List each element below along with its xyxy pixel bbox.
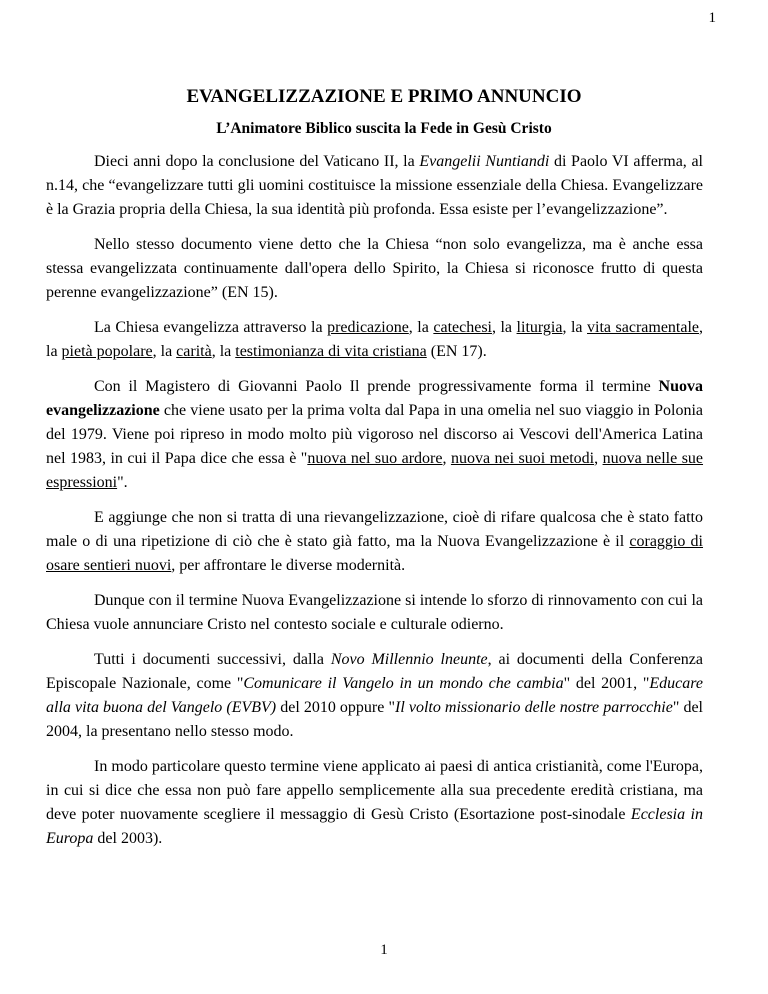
p5-text-c: , per affrontare le diverse modernità.: [171, 557, 406, 574]
p3-underline-1: predicazione: [327, 319, 409, 336]
document-title: EVANGELIZZAZIONE E PRIMO ANNUNCIO: [186, 86, 582, 107]
p1-italic-title: Evangelii Nuntiandi: [419, 153, 550, 170]
p4-underline-1: nuova nel suo ardore: [307, 450, 443, 467]
page-number-bottom: 1: [380, 942, 388, 958]
p3-sep-4: , la: [46, 319, 704, 360]
p3-underline-7: testimonianza di vita cristiana: [235, 343, 427, 360]
p4-text-c: che viene usato per la prima volta dal Papa in una omelia nel suo viaggio in Polonia del 1979. Viene poi ripreso in modo molto più vigoroso nel discorso ai Vescovi dell'America Latina nel 1983, in cui il Papa dice che essa è ": [46, 402, 703, 467]
p3-sep-6: , la: [211, 343, 236, 360]
p7-italic-2: Comunicare il Vangelo in un mondo che cambia: [243, 675, 564, 692]
document-body: [46, 150, 703, 862]
p7-text-d: del 2010 oppure ": [276, 699, 395, 716]
p7-italic-4: Il volto missionario delle nostre parrocchie: [394, 699, 673, 716]
paragraph-1: [46, 150, 703, 222]
p4-end: ".: [117, 474, 128, 491]
paragraph-7: [46, 648, 703, 744]
p8-italic: Ecclesia in Europa: [46, 806, 703, 847]
p4-sep-1: ,: [442, 450, 451, 467]
p4-bold-term: Nuova evangelizzazione: [46, 378, 703, 419]
p3-text-a: La Chiesa evangelizza attraverso la: [94, 319, 328, 336]
p7-text-c: " del 2001, ": [563, 675, 650, 692]
paragraph-2: Nello stesso documento viene detto che la Chiesa “non solo evangelizza, ma è anche essa stessa evangelizzata continuamente dall'opera dello Spirito, la Chiesa si riconosce frutto di questa perenne evangelizzazione” (EN 15).: [46, 236, 703, 301]
paragraph-3: [46, 316, 703, 364]
p4-text-a: Con il Magistero di Giovanni Paolo Il prende progressivamente forma il termine: [94, 378, 659, 395]
p7-italic-3: Educare alla vita buona del Vangelo (EVBV): [46, 675, 704, 716]
paragraph-5: [46, 506, 703, 578]
paragraph-4: [46, 375, 703, 495]
p1-text-a: Dieci anni dopo la conclusione del Vaticano II, la: [94, 153, 420, 170]
p3-sep-2: , la: [491, 319, 517, 336]
p5-text-a: E aggiunge che non si tratta di una rievangelizzazione, cioè di rifare qualcosa che è stato fatto male o di una ripetizione di ciò che è stato già fatto, ma la Nuova Evangelizzazione è il: [46, 509, 703, 550]
p1-text-c: di Paolo VI afferma, al n.14, che “evangelizzare tutti gli uomini costituisce la missione essenziale della Chiesa. Evangelizzare è la Grazia propria della Chiesa, la sua identità più profonda. Essa esiste per l’evangelizzazione”.: [46, 153, 703, 218]
p8-text-c: del 2003).: [93, 830, 163, 847]
p3-underline-2: catechesi: [433, 319, 492, 336]
p8-text-a: In modo particolare questo termine viene applicato ai paesi di antica cristianità, come l'Europa, in cui si dice che essa non può fare appello semplicemente alla sua precedente eredità cristiana, ma deve poter nuovamente scegliere il messaggio di Gesù Cristo (Esortazione post-sinodale: [46, 758, 703, 823]
p4-sep-2: ,: [594, 450, 603, 467]
p3-underline-5: pietà popolare: [61, 343, 153, 360]
p3-sep-3: , la: [562, 319, 588, 336]
p4-underline-2: nuova nei suoi metodi: [450, 450, 595, 467]
page-number-top: 1: [708, 10, 716, 26]
p7-text-a: Tutti i documenti successivi, dalla: [94, 651, 331, 668]
p3-underline-4: vita sacramentale: [587, 319, 700, 336]
paragraph-6: Dunque con il termine Nuova Evangelizzazione si intende lo sforzo di rinnovamento con cui la Chiesa vuole annunciare Cristo nel contesto sociale e culturale odierno.: [46, 592, 703, 633]
p7-text-e: " del 2004, la presentano nello stesso modo.: [46, 699, 704, 740]
paragraph-8: [46, 755, 703, 851]
p3-end: (EN 17).: [426, 343, 487, 360]
p5-underline: coraggio di osare sentieri nuovi: [46, 533, 704, 574]
p3-sep-1: , la: [408, 319, 434, 336]
p3-underline-3: liturgia: [516, 319, 563, 336]
p3-underline-6: carità: [176, 343, 212, 360]
p3-sep-5: , la: [152, 343, 177, 360]
p4-underline-3: nuova nelle sue espressioni: [46, 450, 704, 491]
p7-text-b: , ai documenti della Conferenza Episcopale Nazionale, come ": [46, 651, 704, 692]
p7-italic-1: Novo Millennio lneunte: [330, 651, 488, 668]
document-subtitle: L’Animatore Biblico suscita la Fede in Gesù Cristo: [216, 120, 552, 137]
